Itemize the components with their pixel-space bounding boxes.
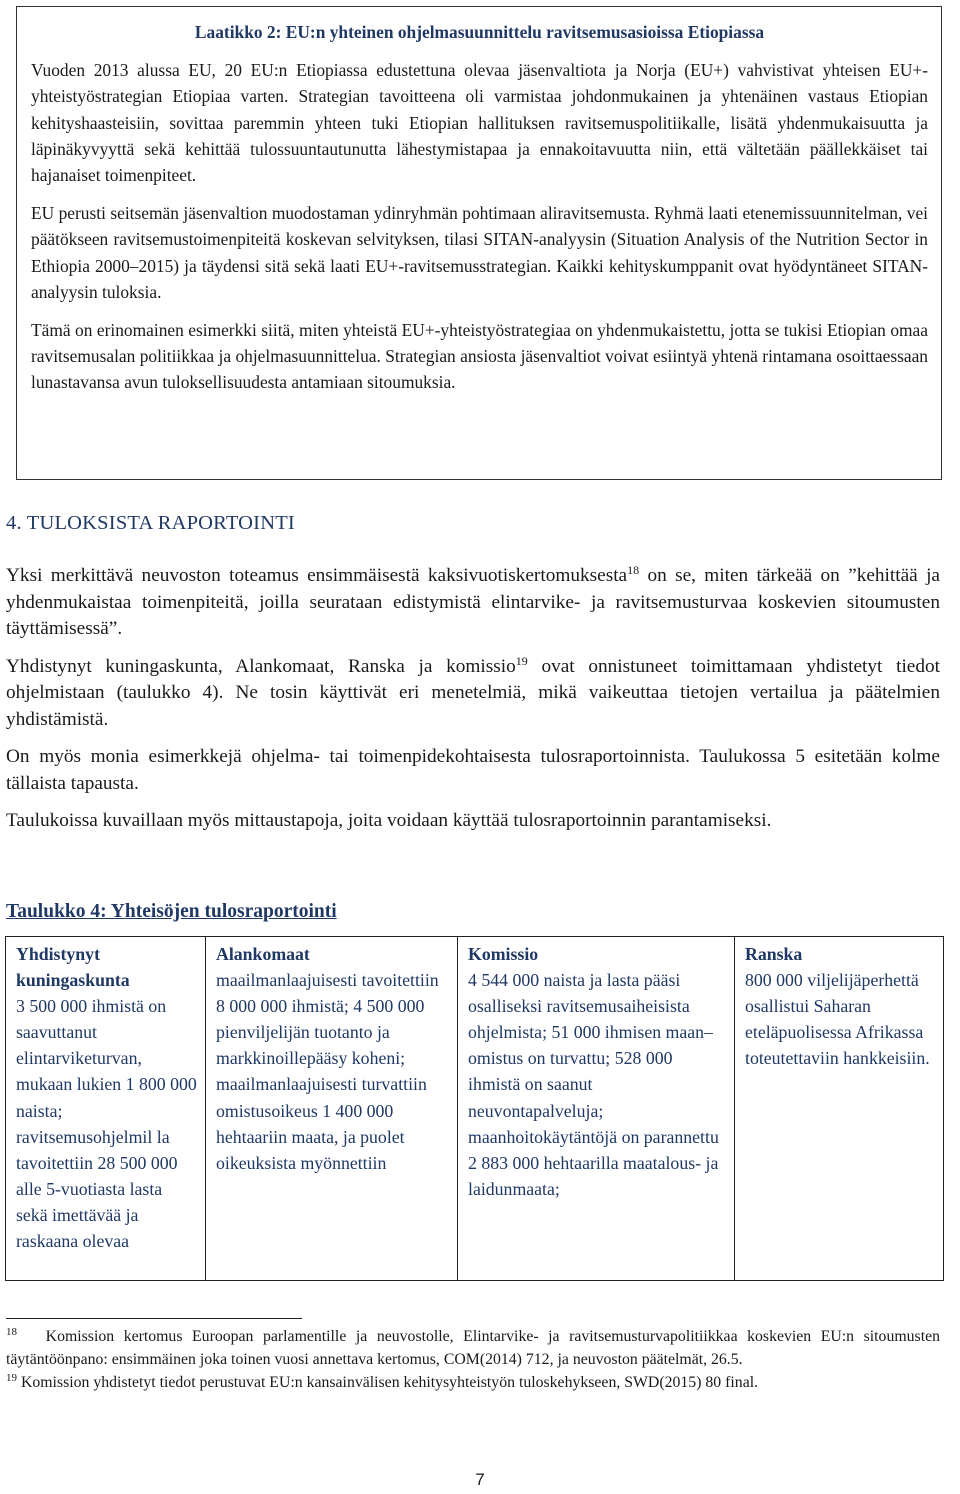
table-cell-france <box>735 937 944 1281</box>
cell-heading: Komissio <box>468 944 539 964</box>
cell-text: maailmanlaajuisesti tavoitettiin 8 000 000 ihmistä; 4 500 000 pienviljelijän tuotanto ja markkinoillepääsy koheni; maailmanlaajuisesti turvattiin omistusoikeus 1 400 000 hehtaariin maata, ja puolet oikeuksista myönnettiin <box>216 970 439 1173</box>
footnote-separator <box>6 1318 302 1319</box>
cell-heading: Alankomaat <box>216 944 310 964</box>
section-body <box>6 563 940 846</box>
table-row <box>6 937 944 1281</box>
cell-text: 800 000 viljelijäperhettä osallistui Saharan eteläpuolisessa Afrikassa toteutettaviin hankkeisiin. <box>745 970 930 1069</box>
text-box-laatikko-2 <box>16 6 942 480</box>
page-number: 7 <box>475 1470 485 1489</box>
footnote-number: 19 <box>6 1371 17 1384</box>
cell-heading: Yhdistynyt kuningaskunta <box>16 944 130 991</box>
body-paragraph: Yksi merkittävä neuvoston toteamus ensimmäisestä kaksivuotiskertomuksesta$^{18}$ on se, miten tärkeää on ”kehittää ja yhdenmukaistaa toimenpiteitä, joilla seurataan edistymistä elintarvike- ja ravitsemusturvaa koskevien sitoumusten täyttämisessä”. <box>6 563 940 639</box>
box-paragraph: Tämä on erinomainen esimerkki siitä, miten yhteistä EU+-yhteistyöstrategiaa on yhdenmukaistettu, jotta se tukisi Etiopian omaa ravitsemusalan politiikkaa ja ohjelmasuunnittelua. Strategian ansiosta jäsenvaltiot voivat esiintyä yhtenä rintamana osoittaessaan lunastavansa avun tuloksellisuudesta antamiaan sitoumuksia. <box>31 320 928 393</box>
table-caption: Taulukko 4: Yhteisöjen tulosraportointi <box>6 901 337 922</box>
footnotes <box>6 1326 940 1394</box>
table-cell-uk <box>6 937 206 1281</box>
footnote: $^{18}$ Komission kertomus Euroopan parlamentille ja neuvostolle, Elintarvike- ja ravitsemusturvapolitiikkaa koskevien EU:n sitoumusten täytäntöönpano: ensimmäinen joka toinen vuosi annettava kertomus, COM(2014) 712, ja neuvoston päätelmät, 26.5. <box>6 1326 940 1368</box>
table-cell-commission <box>458 937 735 1281</box>
cell-text: 4 544 000 naista ja lasta pääsi osalliseksi ravitsemusaiheisista ohjelmista; 51 000 ihmisen maan–omistus on turvattu; 528 000 ihmistä on saanut neuvontapalveluja; maanhoitokäytäntöjä on parannettu 2 883 000 hehtaarilla maatalous- ja laidunmaata; <box>468 970 719 1199</box>
table-cell-netherlands <box>206 937 458 1281</box>
box-title: Laatikko 2: EU:n yhteinen ohjelmasuunnittelu ravitsemusasioissa Etiopiassa <box>194 22 765 42</box>
cell-heading: Ranska <box>745 944 803 964</box>
box-paragraph: EU perusti seitsemän jäsenvaltion muodostaman ydinryhmän pohtimaan aliravitsemusta. Ryhmä laati etenemissuunnitelman, vei päätökseen ravitsemustoimenpiteitä koskevan selvityksen, tilasi SITAN-analyysin (Situation Analysis of the Nutrition Sector in Ethiopia 2000–2015) ja täydensi sitä sekä laati EU+-ravitsemusstrategian. Kaikki kehityskumppanit ovat hyödyntäneet SITAN-analyysin tuloksia. <box>31 203 928 302</box>
body-paragraph: Yhdistynyt kuningaskunta, Alankomaat, Ranska ja komissio$^{19}$ ovat onnistuneet toimittamaan yhdistetyt tiedot ohjelmistaan (taulukko 4). Ne tosin käyttivät eri menetelmiä, mikä vaikeuttaa tietojen vertailua ja päätelmien yhdistämistä. <box>6 653 940 730</box>
results-table <box>5 936 944 1281</box>
box-paragraph: Vuoden 2013 alussa EU, 20 EU:n Etiopiassa edustettuna olevaa jäsenvaltiota ja Norja (EU+) vahvistivat yhteisen EU+-yhteistyöstrategian Etiopiaa varten. Strategian tavoitteena oli varmistaa johdonmukainen ja yhtenäinen vastaus Etiopian kehityshaasteisiin, sovittaa paremmin yhteen tuki Etiopian hallituksen ravitsemuspolitiikalle, lisätä yhdenmukaisuutta ja läpinäkyvyyttä sekä kehittää tulossuuntautunutta lähestymistapaa ja ennakoitavuutta niin, että vältetään päällekkäiset tai hajanaiset toimenpiteet. <box>31 60 928 186</box>
footnote-number: 18 <box>6 1326 17 1338</box>
footnote-ref-19[interactable]: 19 <box>515 653 528 668</box>
body-paragraph: Taulukoissa kuvaillaan myös mittaustapoja, joita voidaan käyttää tulosraportoinnin parantamiseksi. <box>6 810 772 831</box>
cell-text: 3 500 000 ihmistä on saavuttanut elintarviketurvan, mukaan lukien 1 800 000 naista; ravitsemusohjelmil la tavoitettiin 28 500 000 alle 5-vuotiasta lasta sekä imettävää ja raskaana olevaa <box>16 996 197 1252</box>
footnote: $^{19}$ Komission yhdistetyt tiedot perustuvat EU:n kansainvälisen kehitysyhteistyön tuloskehykseen, SWD(2015) 80 final. <box>6 1371 759 1391</box>
section-heading: 4. TULOKSISTA RAPORTOINTI <box>6 512 295 534</box>
body-paragraph: On myös monia esimerkkejä ohjelma- tai toimenpidekohtaisesta tulosraportoinnista. Taulukossa 5 esitetään kolme tällaista tapausta. <box>6 746 940 794</box>
footnote-ref-18[interactable]: 18 <box>627 563 640 577</box>
